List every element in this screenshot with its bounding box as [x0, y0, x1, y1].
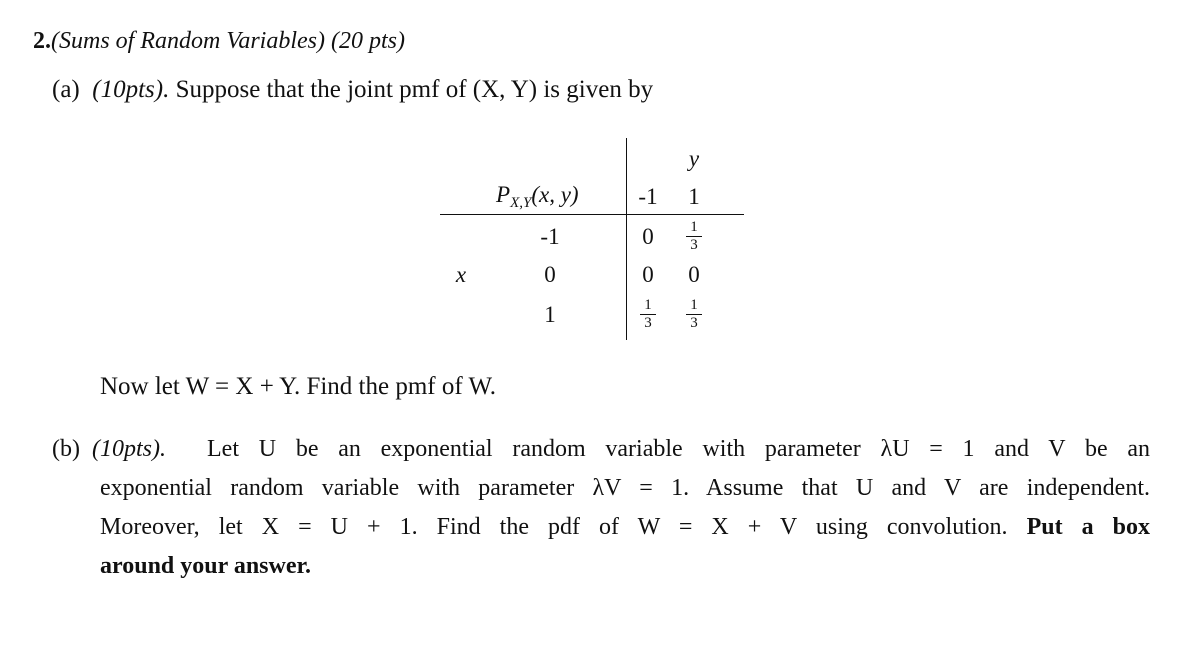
row-variable-label: x	[455, 262, 467, 287]
part-b-instruction: Put a box	[1026, 514, 1150, 540]
pmf-cell: 0	[642, 262, 654, 287]
pmf-cell-fraction: 1 3	[684, 298, 704, 331]
pmf-cell-fraction: 1 3	[638, 298, 658, 331]
part-b-line-4: around your answer.	[100, 553, 311, 579]
part-a-intro-line	[52, 76, 653, 104]
row-value: -1	[540, 224, 560, 249]
table-horizontal-rule	[440, 214, 744, 215]
pmf-cell-fraction: 1 3	[684, 220, 704, 253]
part-b-line-3: Moreover, let X = U + 1. Find the pdf of W = X + V using convolution. Put a box	[100, 514, 1150, 540]
problem-number: 2.	[33, 28, 51, 54]
part-a-question: Now let W = X + Y. Find the pmf of W.	[100, 373, 497, 400]
pmf-cell: 0	[642, 224, 654, 249]
part-b-label-line	[52, 436, 166, 463]
part-b-points: (10pts).	[91, 436, 166, 462]
pmf-header-label: $P_{X,Y}(x$, y)	[496, 182, 579, 211]
row-value: 0	[544, 262, 556, 287]
column-variable-label: y	[688, 146, 700, 171]
problem-title: (Sums of Random Variables) (20 pts)	[51, 28, 405, 54]
row-value: 1	[544, 302, 556, 327]
part-a-intro: Suppose that the joint pmf of (X, Y) is given by	[175, 76, 654, 103]
part-b-label: (b)	[52, 436, 80, 462]
problem-heading	[33, 28, 405, 55]
part-a-label: (a)	[52, 76, 80, 103]
part-a-points: (10pts).	[92, 76, 170, 103]
pmf-cell: 0	[688, 262, 700, 287]
column-value: -1	[638, 184, 658, 209]
part-b-line-1: Let U be an exponential random variable with parameter λU = 1 and V be an	[207, 436, 1150, 462]
part-b-line-2: exponential random variable with parameter λV = 1. Assume that U and V are independent.	[100, 475, 1150, 501]
table-vertical-rule	[626, 138, 627, 340]
column-value: 1	[688, 184, 700, 209]
